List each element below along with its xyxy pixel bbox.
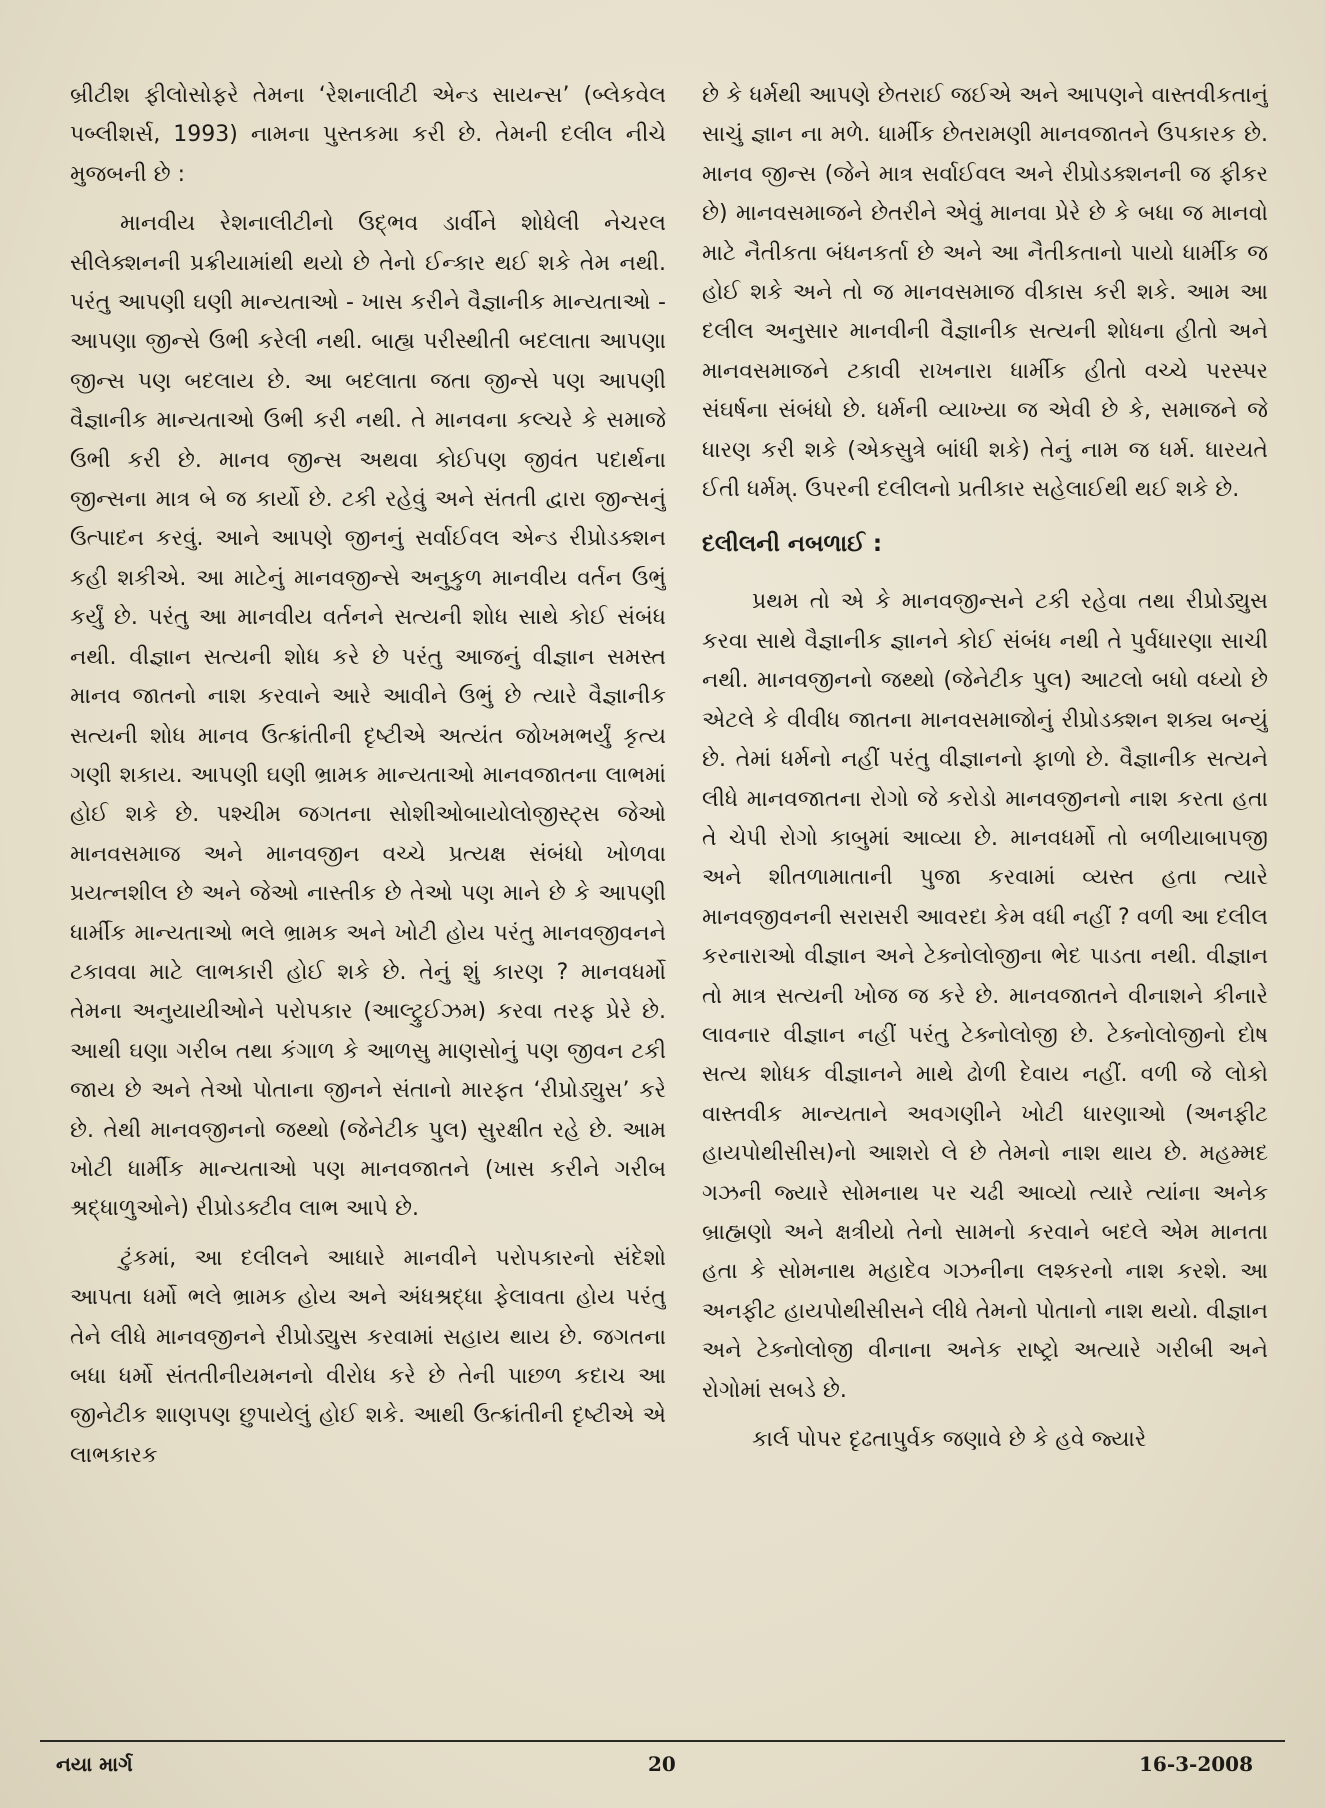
issue-date: 16-3-2008 xyxy=(1138,1752,1253,1776)
paragraph: છે કે ધર્મથી આપણે છેતરાઈ જઈએ અને આપણને વાસ્તવીકતાનું સાચું જ્ઞાન ના મળે. ધાર્મીક છેતરામણી માનવજાતને ઉપકારક છે. માનવ જીન્સ (જેને માત્ર સર્વાઈવલ અને રીપ્રોડક્શનની જ ફીકર છે) માનવસમાજને છેતરીને એવું માનવા પ્રેરે છે કે બધા જ માનવો માટે નૈતીકતા બંધનકર્તા છે અને આ નૈતીકતાનો પાયો ધાર્મીક જ હોઈ શકે અને તો જ માનવસમાજ વીકાસ કરી શકે. આમ આ દલીલ અનુસાર માનવીની વૈજ્ઞાનીક સત્યની શોધના હીતો અને માનવસમાજને ટકાવી રાખનારા ધાર્મીક હીતો વચ્ચે પરસ્પર સંઘર્ષના સંબંધો છે. ધર્મની વ્યાખ્યા જ એવી છે કે, સમાજને જે ધારણ કરી શકે (એકસુત્રે બાંધી શકે) તેનું નામ જ ધર્મ. ધારયતે ઈતી ધર્મમ્. ઉપરની દલીલનો પ્રતીકાર સહેલાઈથી થઈ શકે છે. xyxy=(702,83,1268,503)
page-number: 20 xyxy=(648,1752,676,1776)
magazine-name: નયા માર્ગ xyxy=(56,1752,133,1776)
section-heading: દલીલની નબળાઈ : xyxy=(702,531,883,558)
right-column xyxy=(702,76,1268,1726)
paragraph: કાર્લ પોપર દૃઢતાપુર્વક જણાવે છે કે હવે જ્યારે xyxy=(752,1427,1147,1452)
left-column xyxy=(70,76,666,1726)
paragraph: ટુંકમાં, આ દલીલને આધારે માનવીને પરોપકારનો સંદેશો આપતા ધર્મો ભલે ભ્રામક હોય અને અંધશ્રદ્ધા ફેલાવતા હોય પરંતુ તેને લીધે માનવજીનને રીપ્રોડ્યુસ કરવામાં સહાય થાય છે. જગતના બધા ધર્મો સંતતીનીયમનનો વીરોધ કરે છે તેની પાછળ કદાચ આ જીનેટીક શાણપણ છુપાયેલું હોઈ શકે. આથી ઉત્ક્રાંતીની દૃષ્ટીએ એ લાભકારક xyxy=(70,1245,666,1468)
paragraph: પ્રથમ તો એ કે માનવજીન્સને ટકી રહેવા તથા રીપ્રોડ્યુસ કરવા સાથે વૈજ્ઞાનીક જ્ઞાનને કોઈ સંબંધ નથી તે પુર્વધારણા સાચી નથી. માનવજીનનો જથ્થો (જેનેટીક પુલ) આટલો બધો વધ્યો છે એટલે કે વીવીધ જાતના માનવસમાજોનું રીપ્રોડક્શન શક્ય બન્યું છે. તેમાં ધર્મનો નહીં પરંતુ વીજ્ઞાનનો ફાળો છે. વૈજ્ઞાનીક સત્યને લીધે માનવજાતના રોગો જે કરોડો માનવજીનનો નાશ કરતા હતા તે ચેપી રોગો કાબુમાં આવ્યા છે. માનવધર્મો તો બળીયાબાપજી અને શીતળામાતાની પુજા કરવામાં વ્યસ્ત હતા ત્યારે માનવજીવનની સરાસરી આવરદા કેમ વધી નહીં ? વળી આ દલીલ કરનારાઓ વીજ્ઞાન અને ટેક્નોલોજીના ભેદ પાડતા નથી. વીજ્ઞાન તો માત્ર સત્યની ખોજ જ કરે છે. માનવજાતને વીનાશને કીનારે લાવનાર વીજ્ઞાન નહીં પરંતુ ટેક્નોલોજી છે. ટેક્નોલોજીનો દોષ સત્ય શોધક વીજ્ઞાનને માથે ઢોળી દેવાય નહીં. વળી જે લોકો વાસ્તવીક માન્યતાને અવગણીને ખોટી ધારણાઓ (અનફીટ હાયપોથીસીસ)નો આશરો લે છે તેમનો નાશ થાય છે. મહમ્મદ ગઝની જ્યારે સોમનાથ પર ચઢી આવ્યો ત્યારે ત્યાંના અનેક બ્રાહ્મણો અને ક્ષત્રીયો તેનો સામનો કરવાને બદલે એમ માનતા હતા કે સોમનાથ મહાદેવ ગઝનીના લશ્કરનો નાશ કરશે. આ અનફીટ હાયપોથીસીસને લીધે તેમનો પોતાનો નાશ થયો. વીજ્ઞાન અને ટેક્નોલોજી વીનાના અનેક રાષ્ટ્રો અત્યારે ગરીબી અને રોગોમાં સબડે છે. xyxy=(702,589,1268,1403)
paragraph: માનવીય રેશનાલીટીનો ઉદ્ભવ ડાર્વીને શોધેલી નેચરલ સીલેક્શનની પ્રક્રીયામાંથી થયો છે તેનો ઈન્કાર થઈ શકે તેમ નથી. પરંતુ આપણી ઘણી માન્યતાઓ - ખાસ કરીને વૈજ્ઞાનીક માન્યતાઓ - આપણા જીન્સે ઉભી કરેલી નથી. બાહ્ય પરીસ્થીતી બદલાતા આપણા જીન્સ પણ બદલાય છે. આ બદલાતા જતા જીન્સે પણ આપણી વૈજ્ઞાનીક માન્યતાઓ ઉભી કરી નથી. તે માનવના કલ્ચરે કે સમાજે ઉભી કરી છે. માનવ જીન્સ અથવા કોઈપણ જીવંત પદાર્થના જીન્સના માત્ર બે જ કાર્યો છે. ટકી રહેવું અને સંતતી દ્વારા જીન્સનું ઉત્પાદન કરવું. આને આપણે જીનનું સર્વાઈવલ એન્ડ રીપ્રોડક્શન કહી શકીએ. આ માટેનું માનવજીન્સે અનુકુળ માનવીય વર્તન ઉભું કર્યું છે. પરંતુ આ માનવીય વર્તનને સત્યની શોધ સાથે કોઈ સંબંધ નથી. વીજ્ઞાન સત્યની શોધ કરે છે પરંતુ આજનું વીજ્ઞાન સમસ્ત માનવ જાતનો નાશ કરવાને આરે આવીને ઉભું છે ત્યારે વૈજ્ઞાનીક સત્યની શોધ માનવ ઉત્ક્રાંતીની દૃષ્ટીએ અત્યંત જોખમભર્યું કૃત્ય ગણી શકાય. આપણી ઘણી ભ્રામક માન્યતાઓ માનવજાતના લાભમાં હોઈ શકે છે. પશ્ચીમ જગતના સોશીઓબાયોલોજીસ્ટ્સ જેઓ માનવસમાજ અને માનવજીન વચ્ચે પ્રત્યક્ષ સંબંધો ખોળવા પ્રયત્નશીલ છે અને જેઓ નાસ્તીક છે તેઓ પણ માને છે કે આપણી ધાર્મીક માન્યતાઓ ભલે ભ્રામક અને ખોટી હોય પરંતુ માનવજીવનને ટકાવવા માટે લાભકારી હોઈ શકે છે. તેનું શું કારણ ? માનવધર્મો તેમના અનુયાયીઓને પરોપકાર (આલ્ટ્રુઈઝમ) કરવા તરફ પ્રેરે છે. આથી ઘણા ગરીબ તથા કંગાળ કે આળસુ માણસોનું પણ જીવન ટકી જાય છે અને તેઓ પોતાના જીનને સંતાનો મારફત ‘રીપ્રોડ્યુસ’ કરે છે. તેથી માનવજીનનો જથ્થો (જેનેટીક પુલ) સુરક્ષીત રહે છે. આમ ખોટી ધાર્મીક માન્યતાઓ પણ માનવજાતને (ખાસ કરીને ગરીબ શ્રદ્ધાળુઓને) રીપ્રોડક્ટીવ લાભ આપે છે. xyxy=(70,211,666,1222)
paragraph: બ્રીટીશ ફીલોસોફરે તેમના ‘રેશનાલીટી એન્ડ સાયન્સ’ (બ્લેકવેલ પબ્લીશર્સ, 1993) નામના પુસ્તકમા કરી છે. તેમની દલીલ નીચે મુજબની છે : xyxy=(70,83,666,187)
footer-divider xyxy=(40,1740,1285,1742)
